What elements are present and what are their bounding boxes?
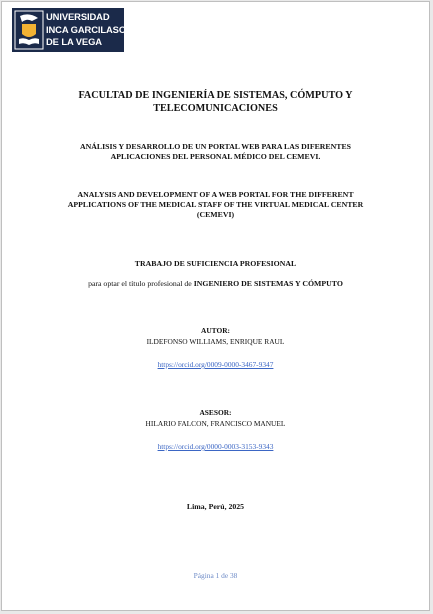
logo-line-2: INCA GARCILASO [46,23,127,35]
advisor-name: HILARIO FALCON, FRANCISCO MANUEL [145,419,286,428]
degree-line [2,279,429,288]
author-label: AUTOR: [200,326,231,335]
thesis-title-english: ANALYSIS AND DEVELOPMENT OF A WEB PORTAL FOR THE DIFFERENT APPLICATIONS OF THE MEDICAL STAFF OF THE VIRTUAL MEDICAL CENTER (CEMEVI) [67,190,364,219]
degree-title: INGENIERO DE SISTEMAS Y CÓMPUTO [193,279,343,288]
author-orcid-row [2,354,429,372]
advisor-label: ASESOR: [199,408,232,417]
author-orcid-link[interactable]: https://orcid.org/0009-0000-3467-9347 [157,360,274,369]
document-page [1,1,430,611]
work-type: TRABAJO DE SUFICIENCIA PROFESIONAL [134,259,297,268]
place-date: Lima, Perú, 2025 [186,502,245,511]
logo-line-1: UNIVERSIDAD [46,11,110,22]
page-indicator: Página 1 de 38 [193,571,238,580]
faculty-heading: FACULTAD DE INGENIERÍA DE SISTEMAS, CÓMPUTO Y TELECOMUNICACIONES [78,90,353,114]
author-name: ILDEFONSO WILLIAMS, ENRIQUE RAUL [146,337,285,346]
advisor-orcid-row [2,436,429,454]
logo-line-3: DE LA VEGA [46,36,102,47]
thesis-title-spanish: ANÁLISIS Y DESARROLLO DE UN PORTAL WEB PARA LAS DIFERENTES APLICACIONES DEL PERSONAL MÉDICO DEL CEMEVI. [79,142,351,161]
logo-text [46,11,127,49]
degree-prefix: para optar el título profesional de [88,279,192,288]
university-shield-icon [14,10,44,50]
university-logo [12,8,127,52]
advisor-orcid-link[interactable]: https://orcid.org/0000-0003-3153-9343 [157,442,274,451]
